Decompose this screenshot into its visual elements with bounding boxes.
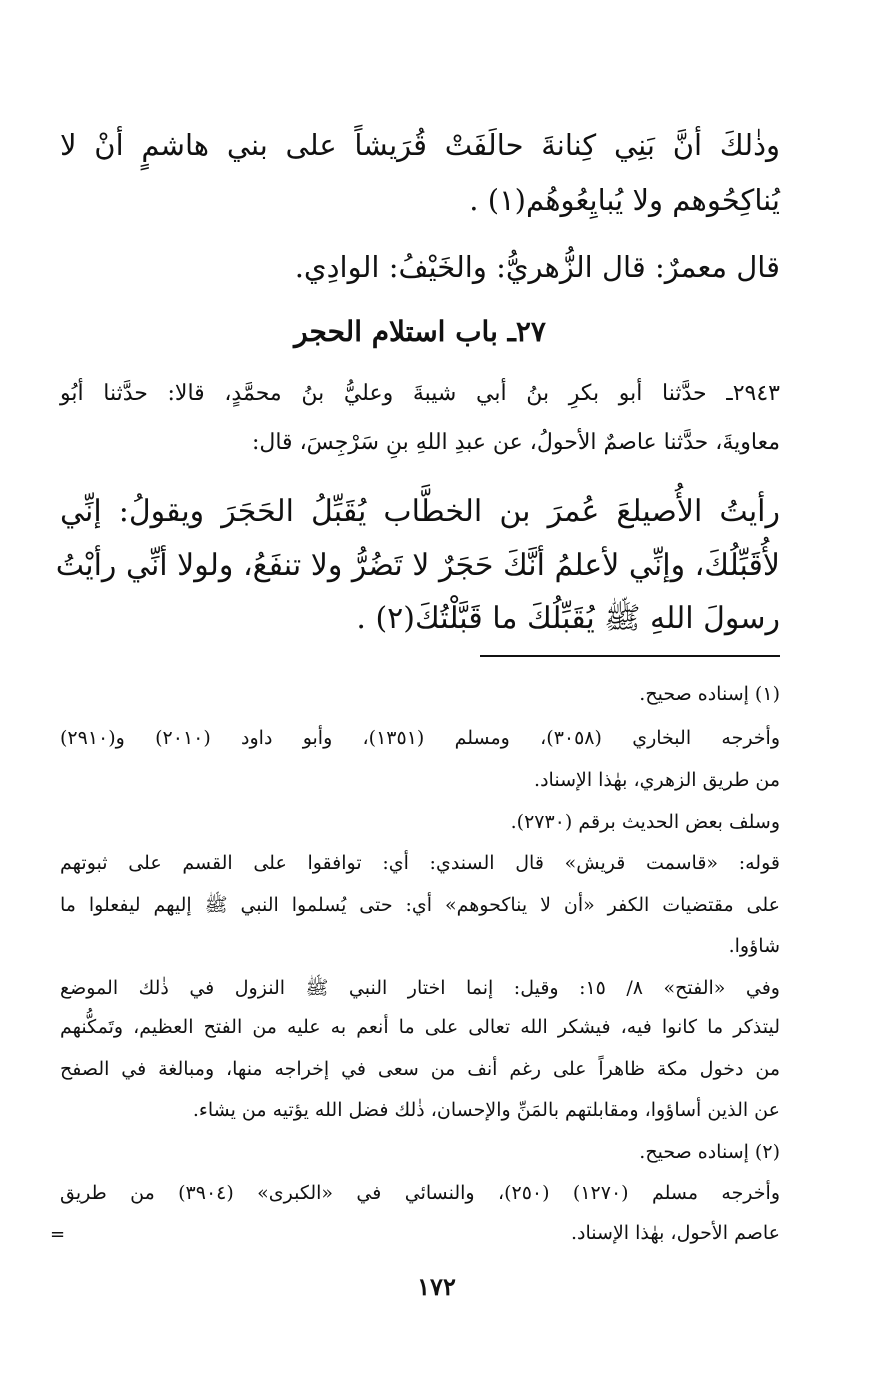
main-text-line-2: يُناكِحُوهم ولا يُبايِعُوهُم(١) . — [469, 183, 780, 217]
footnote-line: شاؤوا. — [728, 935, 780, 957]
footnote-line: عاصم الأحول، بهٰذا الإسناد. — [571, 1222, 780, 1244]
hadith-isnad-line-2: معاويةَ، حدَّثنا عاصمٌ الأحولُ، عن عبدِ اللهِ بنِ سَرْجِسَ، قال: — [251, 430, 780, 455]
footnote-line: وأخرجه البخاري (٣٠٥٨)، ومسلم (١٣٥١)، وأبو داود (٢٠١٠) و(٢٩١٠) — [60, 727, 780, 749]
chapter-title: ٢٧ـ باب استلام الحجر — [294, 315, 546, 348]
footnote-line: من طريق الزهري، بهٰذا الإسناد. — [534, 769, 780, 791]
hadith-matn-line-1: رأيتُ الأُصيلعَ عُمرَ بن الخطَّاب يُقَبِّلُ الحَجَرَ ويقولُ: إنِّي — [60, 494, 780, 529]
footnote-line: ليتذكر ما كانوا فيه، فيشكر الله تعالى على ما أنعم به عليه من الفتح العظيم، وتَمكُّنهم — [60, 1016, 780, 1038]
footnote-line: (١) إسناده صحيح. — [639, 683, 780, 705]
footnote-line: وفي «الفتح» ٨/ ١٥: وقيل: إنما اختار النبي ﷺ النزول في ذٰلك الموضع — [60, 977, 780, 999]
footnote-line: وأخرجه مسلم (١٢٧٠) (٢٥٠)، والنسائي في «الكبرى» (٣٩٠٤) من طريق — [60, 1182, 780, 1204]
page-number: ١٧٢ — [417, 1272, 456, 1301]
footnote-divider — [480, 655, 780, 657]
footnote-line: من دخول مكة ظاهراً على رغم أنف من سعى في إخراجه منها، ومبالغة في الصفح — [60, 1058, 780, 1080]
footnote-line: عن الذين أساؤوا، ومقابلتهم بالمَنِّ والإحسان، ذٰلك فضل الله يؤتيه من يشاء. — [192, 1099, 780, 1121]
footnote-line: (٢) إسناده صحيح. — [639, 1141, 780, 1163]
continuation-mark: = — [50, 1224, 66, 1245]
main-text-line-1: وذٰلكَ أنَّ بَنِي كِنانةَ حالَفَتْ قُرَيشاً على بني هاشمٍ أنْ لا — [60, 128, 780, 162]
hadith-isnad-line-1: ٢٩٤٣ـ حدَّثنا أبو بكرِ بنُ أبي شيبةَ وعليُّ بنُ محمَّدٍ، قالا: حدَّثنا أبُو — [60, 381, 780, 406]
main-text-line-3: قال معمرٌ: قال الزُّهريُّ: والخَيْفُ: الوادِي. — [294, 250, 780, 284]
footnote-line: على مقتضيات الكفر «أن لا يناكحوهم» أي: حتى يُسلموا النبي ﷺ إليهم ليفعلوا ما — [60, 894, 780, 916]
hadith-matn-line-3: رسولَ اللهِ ﷺ يُقَبِّلُكَ ما قَبَّلْتُكَ(٢) . — [356, 601, 780, 636]
hadith-matn-line-2: لأُقَبِّلُكَ، وإنِّي لأعلمُ أنَّكَ حَجَرٌ لا تَضُرُّ ولا تنفَعُ، ولولا أنِّي رأيْتُ — [55, 548, 780, 583]
footnote-line: وسلف بعض الحديث برقم (٢٧٣٠). — [510, 811, 780, 833]
footnote-line: قوله: «قاسمت قريش» قال السندي: أي: توافقوا على القسم على ثبوتهم — [60, 852, 780, 874]
